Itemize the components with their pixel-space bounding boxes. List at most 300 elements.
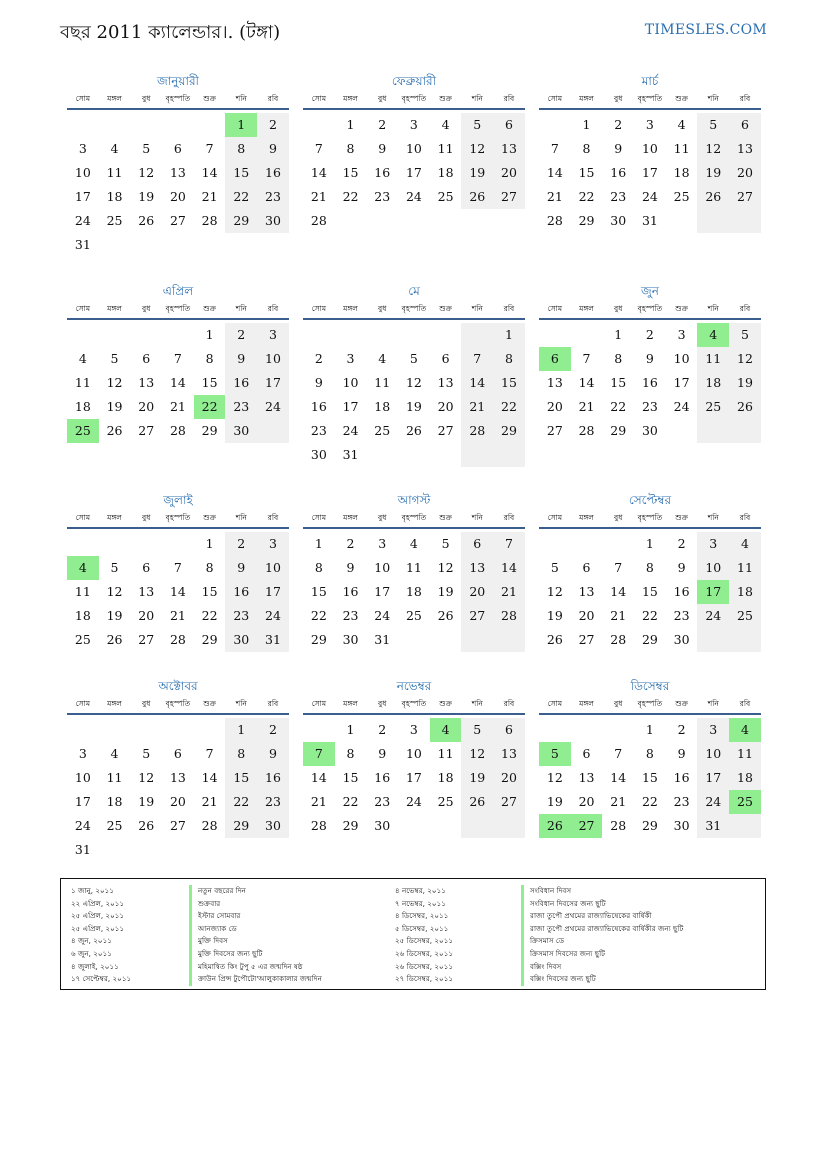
day-cell[interactable]: 26 [729,395,761,419]
day-cell[interactable]: 28 [201,818,218,833]
day-cell[interactable]: 14 [310,770,327,785]
day-cell[interactable]: 30 [310,447,327,462]
day-cell[interactable]: 11 [106,165,123,180]
day-cell[interactable]: 21 [201,189,218,204]
day-cell[interactable]: 11 [729,556,761,580]
day-cell[interactable]: 8 [205,560,214,575]
day-cell[interactable]: 4 [441,117,450,132]
day-cell[interactable]: 7 [173,560,182,575]
day-cell[interactable]: 1 [225,718,257,742]
day-cell[interactable]: 16 [374,165,391,180]
day-cell[interactable]: 27 [578,632,595,647]
day-cell[interactable]: 2 [677,536,686,551]
day-cell[interactable]: 10 [74,770,91,785]
day-cell[interactable]: 7 [205,746,214,761]
day-cell[interactable]: 2 [677,722,686,737]
day-cell[interactable]: 19 [729,371,761,395]
day-cell[interactable]: 3 [378,536,387,551]
day-cell[interactable]: 15 [610,375,627,390]
day-cell[interactable]: 9 [257,742,289,766]
day-cell[interactable]: 28 [201,213,218,228]
day-cell[interactable]: 22 [310,608,327,623]
day-cell[interactable]: 4 [78,351,87,366]
day-cell[interactable]: 10 [257,347,289,371]
day-cell[interactable]: 26 [106,632,123,647]
day-cell[interactable]: 27 [493,790,525,814]
day-cell[interactable]: 12 [697,137,729,161]
day-cell[interactable]: 30 [342,632,359,647]
day-cell[interactable]: 22 [578,189,595,204]
day-cell[interactable]: 29 [225,209,257,233]
day-cell[interactable]: 10 [405,746,422,761]
day-cell[interactable]: 20 [729,161,761,185]
day-cell[interactable]: 4 [729,718,761,742]
day-cell[interactable]: 20 [138,399,155,414]
day-cell[interactable]: 27 [571,814,603,838]
day-cell[interactable]: 7 [205,141,214,156]
day-cell[interactable]: 12 [461,742,493,766]
day-cell[interactable]: 10 [342,375,359,390]
day-cell[interactable]: 7 [303,742,335,766]
day-cell[interactable]: 4 [409,536,418,551]
day-cell[interactable]: 11 [437,746,454,761]
day-cell[interactable]: 5 [729,323,761,347]
day-cell[interactable]: 4 [110,746,119,761]
day-cell[interactable]: 12 [729,347,761,371]
day-cell[interactable]: 9 [677,746,686,761]
day-cell[interactable]: 1 [614,327,623,342]
day-cell[interactable]: 29 [578,213,595,228]
day-cell[interactable]: 21 [546,189,563,204]
day-cell[interactable]: 2 [257,718,289,742]
day-cell[interactable]: 2 [614,117,623,132]
day-cell[interactable]: 24 [673,399,690,414]
day-cell[interactable]: 24 [697,604,729,628]
day-cell[interactable]: 13 [493,137,525,161]
day-cell[interactable]: 12 [138,770,155,785]
day-cell[interactable]: 1 [582,117,591,132]
day-cell[interactable]: 13 [437,375,454,390]
day-cell[interactable]: 4 [677,117,686,132]
day-cell[interactable]: 20 [578,608,595,623]
day-cell[interactable]: 26 [546,632,563,647]
day-cell[interactable]: 5 [110,560,119,575]
day-cell[interactable]: 1 [205,536,214,551]
day-cell[interactable]: 11 [405,560,422,575]
day-cell[interactable]: 4 [430,718,462,742]
day-cell[interactable]: 25 [405,608,422,623]
day-cell[interactable]: 24 [405,794,422,809]
day-cell[interactable]: 29 [225,814,257,838]
day-cell[interactable]: 17 [405,165,422,180]
day-cell[interactable]: 11 [74,375,91,390]
day-cell[interactable]: 9 [225,347,257,371]
day-cell[interactable]: 29 [493,419,525,443]
day-cell[interactable]: 19 [138,794,155,809]
day-cell[interactable]: 14 [493,556,525,580]
day-cell[interactable]: 18 [106,794,123,809]
day-cell[interactable]: 25 [673,189,690,204]
day-cell[interactable]: 1 [645,536,654,551]
day-cell[interactable]: 14 [169,584,186,599]
day-cell[interactable]: 5 [142,141,151,156]
day-cell[interactable]: 5 [441,536,450,551]
day-cell[interactable]: 18 [729,580,761,604]
day-cell[interactable]: 2 [314,351,323,366]
day-cell[interactable]: 6 [729,113,761,137]
day-cell[interactable]: 31 [374,632,391,647]
day-cell[interactable]: 15 [493,371,525,395]
day-cell[interactable]: 18 [374,399,391,414]
day-cell[interactable]: 5 [110,351,119,366]
day-cell[interactable]: 12 [106,584,123,599]
day-cell[interactable]: 29 [201,423,218,438]
day-cell[interactable]: 20 [169,794,186,809]
day-cell[interactable]: 3 [346,351,355,366]
day-cell[interactable]: 2 [346,536,355,551]
day-cell[interactable]: 22 [194,395,226,419]
day-cell[interactable]: 22 [225,185,257,209]
day-cell[interactable]: 6 [461,532,493,556]
day-cell[interactable]: 6 [142,560,151,575]
day-cell[interactable]: 18 [729,766,761,790]
day-cell[interactable]: 23 [257,790,289,814]
day-cell[interactable]: 27 [461,604,493,628]
day-cell[interactable]: 2 [225,532,257,556]
day-cell[interactable]: 4 [67,556,99,580]
day-cell[interactable]: 30 [610,213,627,228]
day-cell[interactable]: 13 [169,165,186,180]
day-cell[interactable]: 17 [405,770,422,785]
day-cell[interactable]: 3 [78,746,87,761]
day-cell[interactable]: 22 [493,395,525,419]
day-cell[interactable]: 19 [461,766,493,790]
day-cell[interactable]: 28 [461,419,493,443]
day-cell[interactable]: 29 [310,632,327,647]
day-cell[interactable]: 23 [374,189,391,204]
day-cell[interactable]: 24 [405,189,422,204]
day-cell[interactable]: 13 [546,375,563,390]
day-cell[interactable]: 9 [677,560,686,575]
day-cell[interactable]: 16 [257,161,289,185]
day-cell[interactable]: 7 [614,560,623,575]
day-cell[interactable]: 9 [645,351,654,366]
day-cell[interactable]: 7 [582,351,591,366]
day-cell[interactable]: 20 [493,766,525,790]
day-cell[interactable]: 14 [461,371,493,395]
day-cell[interactable]: 17 [641,165,658,180]
day-cell[interactable]: 5 [697,113,729,137]
day-cell[interactable]: 12 [546,770,563,785]
day-cell[interactable]: 22 [342,794,359,809]
day-cell[interactable]: 15 [641,584,658,599]
day-cell[interactable]: 6 [441,351,450,366]
day-cell[interactable]: 13 [493,742,525,766]
day-cell[interactable]: 28 [310,213,327,228]
day-cell[interactable]: 11 [437,141,454,156]
day-cell[interactable]: 4 [729,532,761,556]
day-cell[interactable]: 16 [342,584,359,599]
day-cell[interactable]: 17 [673,375,690,390]
day-cell[interactable]: 19 [106,399,123,414]
day-cell[interactable]: 10 [374,560,391,575]
day-cell[interactable]: 26 [138,818,155,833]
day-cell[interactable]: 25 [437,794,454,809]
day-cell[interactable]: 14 [169,375,186,390]
day-cell[interactable]: 26 [697,185,729,209]
day-cell[interactable]: 17 [697,580,729,604]
day-cell[interactable]: 1 [314,536,323,551]
day-cell[interactable]: 16 [310,399,327,414]
day-cell[interactable]: 25 [437,189,454,204]
day-cell[interactable]: 11 [374,375,391,390]
day-cell[interactable]: 17 [257,580,289,604]
day-cell[interactable]: 1 [205,327,214,342]
day-cell[interactable]: 8 [314,560,323,575]
day-cell[interactable]: 9 [225,556,257,580]
day-cell[interactable]: 15 [578,165,595,180]
day-cell[interactable]: 2 [225,323,257,347]
day-cell[interactable]: 13 [138,584,155,599]
day-cell[interactable]: 6 [173,141,182,156]
day-cell[interactable]: 30 [641,423,658,438]
day-cell[interactable]: 16 [673,584,690,599]
day-cell[interactable]: 23 [673,794,690,809]
day-cell[interactable]: 10 [641,141,658,156]
day-cell[interactable]: 17 [74,189,91,204]
day-cell[interactable]: 7 [461,347,493,371]
day-cell[interactable]: 23 [641,399,658,414]
day-cell[interactable]: 3 [409,117,418,132]
day-cell[interactable]: 9 [378,746,387,761]
day-cell[interactable]: 23 [257,185,289,209]
day-cell[interactable]: 5 [142,746,151,761]
day-cell[interactable]: 10 [697,556,729,580]
day-cell[interactable]: 21 [493,580,525,604]
day-cell[interactable]: 5 [539,742,571,766]
day-cell[interactable]: 19 [546,608,563,623]
day-cell[interactable]: 10 [697,742,729,766]
day-cell[interactable]: 24 [374,608,391,623]
day-cell[interactable]: 12 [405,375,422,390]
day-cell[interactable]: 9 [614,141,623,156]
day-cell[interactable]: 30 [225,628,257,652]
day-cell[interactable]: 30 [257,814,289,838]
day-cell[interactable]: 28 [169,423,186,438]
day-cell[interactable]: 23 [342,608,359,623]
day-cell[interactable]: 18 [405,584,422,599]
day-cell[interactable]: 15 [201,584,218,599]
day-cell[interactable]: 3 [697,532,729,556]
day-cell[interactable]: 16 [257,766,289,790]
day-cell[interactable]: 25 [697,395,729,419]
day-cell[interactable]: 17 [74,794,91,809]
day-cell[interactable]: 31 [257,628,289,652]
day-cell[interactable]: 19 [138,189,155,204]
day-cell[interactable]: 19 [106,608,123,623]
day-cell[interactable]: 9 [314,375,323,390]
day-cell[interactable]: 22 [641,794,658,809]
day-cell[interactable]: 7 [614,746,623,761]
day-cell[interactable]: 26 [405,423,422,438]
day-cell[interactable]: 27 [546,423,563,438]
day-cell[interactable]: 6 [493,718,525,742]
day-cell[interactable]: 10 [673,351,690,366]
day-cell[interactable]: 16 [374,770,391,785]
day-cell[interactable]: 23 [225,395,257,419]
day-cell[interactable]: 24 [641,189,658,204]
day-cell[interactable]: 8 [614,351,623,366]
day-cell[interactable]: 1 [493,323,525,347]
day-cell[interactable]: 25 [374,423,391,438]
day-cell[interactable]: 21 [169,399,186,414]
day-cell[interactable]: 20 [437,399,454,414]
day-cell[interactable]: 18 [106,189,123,204]
day-cell[interactable]: 8 [493,347,525,371]
day-cell[interactable]: 18 [74,399,91,414]
day-cell[interactable]: 29 [641,818,658,833]
day-cell[interactable]: 27 [729,185,761,209]
day-cell[interactable]: 9 [346,560,355,575]
day-cell[interactable]: 7 [173,351,182,366]
day-cell[interactable]: 14 [201,165,218,180]
day-cell[interactable]: 11 [673,141,690,156]
day-cell[interactable]: 14 [610,584,627,599]
day-cell[interactable]: 2 [378,117,387,132]
day-cell[interactable]: 21 [169,608,186,623]
day-cell[interactable]: 21 [461,395,493,419]
day-cell[interactable]: 13 [461,556,493,580]
day-cell[interactable]: 29 [201,632,218,647]
day-cell[interactable]: 26 [461,790,493,814]
day-cell[interactable]: 22 [225,790,257,814]
day-cell[interactable]: 21 [310,794,327,809]
day-cell[interactable]: 6 [142,351,151,366]
day-cell[interactable]: 5 [461,718,493,742]
day-cell[interactable]: 7 [493,532,525,556]
day-cell[interactable]: 8 [225,137,257,161]
day-cell[interactable]: 27 [138,423,155,438]
day-cell[interactable]: 29 [342,818,359,833]
day-cell[interactable]: 25 [106,818,123,833]
day-cell[interactable]: 8 [645,560,654,575]
day-cell[interactable]: 24 [74,213,91,228]
day-cell[interactable]: 18 [437,165,454,180]
day-cell[interactable]: 30 [257,209,289,233]
day-cell[interactable]: 27 [169,213,186,228]
day-cell[interactable]: 1 [346,117,355,132]
day-cell[interactable]: 20 [493,161,525,185]
day-cell[interactable]: 28 [610,818,627,833]
day-cell[interactable]: 27 [169,818,186,833]
day-cell[interactable]: 30 [374,818,391,833]
day-cell[interactable]: 6 [582,560,591,575]
day-cell[interactable]: 13 [729,137,761,161]
day-cell[interactable]: 31 [641,213,658,228]
day-cell[interactable]: 22 [342,189,359,204]
day-cell[interactable]: 15 [342,165,359,180]
day-cell[interactable]: 17 [257,371,289,395]
day-cell[interactable]: 19 [546,794,563,809]
day-cell[interactable]: 16 [610,165,627,180]
day-cell[interactable]: 14 [310,165,327,180]
day-cell[interactable]: 8 [205,351,214,366]
day-cell[interactable]: 4 [378,351,387,366]
day-cell[interactable]: 23 [225,604,257,628]
day-cell[interactable]: 28 [169,632,186,647]
day-cell[interactable]: 6 [173,746,182,761]
day-cell[interactable]: 24 [342,423,359,438]
day-cell[interactable]: 27 [493,185,525,209]
day-cell[interactable]: 28 [610,632,627,647]
day-cell[interactable]: 26 [437,608,454,623]
day-cell[interactable]: 12 [106,375,123,390]
day-cell[interactable]: 11 [697,347,729,371]
day-cell[interactable]: 15 [225,766,257,790]
day-cell[interactable]: 2 [378,722,387,737]
day-cell[interactable]: 20 [578,794,595,809]
day-cell[interactable]: 2 [257,113,289,137]
day-cell[interactable]: 26 [461,185,493,209]
day-cell[interactable]: 3 [677,327,686,342]
day-cell[interactable]: 26 [539,814,571,838]
day-cell[interactable]: 6 [493,113,525,137]
day-cell[interactable]: 7 [550,141,559,156]
day-cell[interactable]: 10 [405,141,422,156]
day-cell[interactable]: 30 [673,632,690,647]
day-cell[interactable]: 24 [697,790,729,814]
day-cell[interactable]: 8 [225,742,257,766]
day-cell[interactable]: 1 [225,113,257,137]
day-cell[interactable]: 31 [342,447,359,462]
day-cell[interactable]: 12 [546,584,563,599]
day-cell[interactable]: 18 [673,165,690,180]
day-cell[interactable]: 20 [546,399,563,414]
day-cell[interactable]: 25 [729,790,761,814]
day-cell[interactable]: 29 [641,632,658,647]
day-cell[interactable]: 20 [138,608,155,623]
day-cell[interactable]: 30 [225,419,257,443]
day-cell[interactable]: 25 [67,419,99,443]
day-cell[interactable]: 4 [110,141,119,156]
day-cell[interactable]: 11 [729,742,761,766]
day-cell[interactable]: 24 [74,818,91,833]
day-cell[interactable]: 8 [346,141,355,156]
day-cell[interactable]: 19 [461,161,493,185]
day-cell[interactable]: 15 [342,770,359,785]
day-cell[interactable]: 28 [310,818,327,833]
day-cell[interactable]: 5 [461,113,493,137]
day-cell[interactable]: 29 [610,423,627,438]
day-cell[interactable]: 13 [169,770,186,785]
day-cell[interactable]: 19 [437,584,454,599]
day-cell[interactable]: 14 [546,165,563,180]
day-cell[interactable]: 26 [138,213,155,228]
day-cell[interactable]: 21 [610,794,627,809]
day-cell[interactable]: 13 [578,584,595,599]
day-cell[interactable]: 20 [169,189,186,204]
day-cell[interactable]: 31 [74,237,91,252]
day-cell[interactable]: 20 [461,580,493,604]
day-cell[interactable]: 14 [201,770,218,785]
day-cell[interactable]: 15 [641,770,658,785]
day-cell[interactable]: 1 [346,722,355,737]
day-cell[interactable]: 30 [673,818,690,833]
day-cell[interactable]: 10 [74,165,91,180]
day-cell[interactable]: 19 [697,161,729,185]
day-cell[interactable]: 8 [582,141,591,156]
day-cell[interactable]: 24 [257,604,289,628]
